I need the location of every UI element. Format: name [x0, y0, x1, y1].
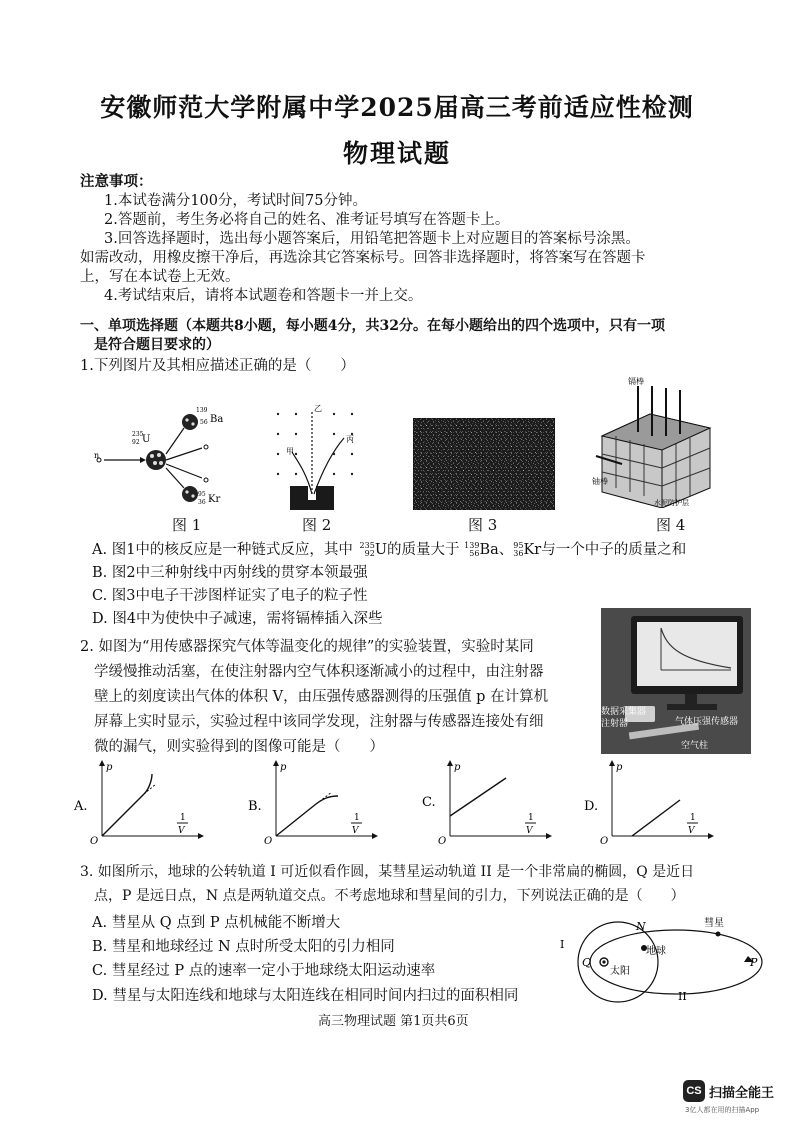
fig3-caption: 图 3: [468, 516, 498, 534]
q3-option-a: A. 彗星从 Q 点到 P 点机械能不断增大: [92, 915, 341, 931]
svg-text:A.: A.: [74, 799, 88, 814]
svg-text:铀棒: 铀棒: [592, 477, 608, 486]
svg-text:n: n: [94, 451, 100, 460]
svg-text:p: p: [616, 762, 623, 773]
q2-graph-b: [248, 760, 378, 844]
section-heading: 一、单项选择题（本题共8小题，每小题4分，共32分。在每小题给出的四个选项中，只有一项: [80, 318, 665, 334]
q1-option-c: C. 图3中电子干涉图样证实了电子的粒子性: [92, 588, 368, 604]
section-heading-cont: 是符合题目要求的）: [94, 337, 220, 353]
q1-stem: 1.下列图片及其相应描述正确的是（ ）: [80, 358, 355, 374]
svg-text:p: p: [106, 762, 113, 773]
svg-text:1: 1: [180, 813, 186, 823]
svg-text:p: p: [280, 762, 287, 773]
q2-graph-a: [74, 760, 204, 844]
fig3-interference-pattern: [413, 418, 555, 510]
svg-text:数据采集器: 数据采集器: [601, 707, 647, 717]
svg-text:235: 235: [132, 431, 144, 438]
q1-option-a: A. 图1中的核反应是一种链式反应，其中 235 92 U的质量大于 139 56 Ba、 95 36 Kr与一个中子的质量之和: [92, 541, 687, 558]
fig2-caption: 图 2: [302, 516, 332, 534]
notice-line: 3.回答选择题时，选出每小题答案后，用铅笔把答题卡上对应题目的答案标号涂黑。: [104, 231, 640, 247]
svg-text:V: V: [688, 826, 695, 836]
scanner-tagline: 3亿人都在用的扫描App: [685, 1106, 760, 1114]
exam-title: 安徽师范大学附属中学2025届高三考前适应性检测: [100, 93, 694, 122]
svg-text:彗星: 彗星: [704, 918, 724, 929]
q3-stem-line: 点，P 是远日点，N 点是两轨道交点。不考虑地球和彗星间的引力，下列说法正确的是（ ）: [94, 888, 685, 904]
svg-text:D.: D.: [584, 799, 599, 814]
notice-line: 上，写在本试卷上无效。: [80, 269, 240, 285]
svg-text:1: 1: [690, 813, 696, 823]
svg-text:92: 92: [132, 439, 140, 446]
svg-text:1: 1: [528, 813, 534, 823]
q2-stem-line: 学缓慢推动活塞，在使注射器内空气体积逐渐减小的过程中，由注射器: [94, 664, 544, 680]
fig4-reactor-diagram: [592, 376, 722, 508]
q2-stem-line: 屏幕上实时显示，实验过程中该同学发现，注射器与传感器连接处有细: [94, 714, 544, 730]
svg-text:O: O: [438, 836, 447, 844]
svg-text:B.: B.: [248, 799, 262, 814]
q2-stem-line: 壁上的刻度读出气体的体积 V，由压强传感器测得的压强值 p 在计算机: [94, 689, 549, 705]
fig1-caption: 图 1: [172, 516, 202, 534]
q3-stem-line: 3. 如图所示，地球的公转轨道 I 可近似看作圆，某彗星运动轨道 II 是一个非常扁的椭圆，Q 是近日: [80, 864, 695, 880]
exam-subtitle: 物理试题: [342, 139, 451, 168]
q2-stem-line: 2. 如图为“用传感器探究气体等温变化的规律”的实验装置，实验时某同: [80, 639, 534, 655]
svg-text:V: V: [526, 826, 533, 836]
svg-text:Q: Q: [582, 956, 592, 969]
scanner-watermark: [683, 1078, 793, 1118]
notice-line: 2.答题前，考生务必将自己的姓名、准考证号填写在答题卡上。: [104, 212, 510, 228]
svg-text:O: O: [90, 836, 99, 844]
q2-graph-d: [584, 760, 714, 844]
fig2-radiation-diagram: [270, 402, 362, 512]
notice-line: 1.本试卷满分100分，考试时间75分钟。: [104, 193, 367, 209]
q2-stem-line: 微的漏气，则实验得到的图像可能是（ ）: [94, 739, 384, 755]
svg-text:II: II: [678, 990, 687, 1003]
svg-text:V: V: [352, 826, 359, 836]
q3-option-b: B. 彗星和地球经过 N 点时所受太阳的引力相同: [92, 939, 395, 955]
q2-graph-c: [422, 760, 552, 844]
svg-text:乙: 乙: [314, 404, 322, 413]
svg-text:p: p: [454, 762, 461, 773]
svg-text:甲: 甲: [286, 447, 294, 456]
svg-text:O: O: [264, 836, 273, 844]
svg-text:1: 1: [354, 813, 360, 823]
q2-apparatus-photo: [601, 608, 751, 754]
svg-text:地球: 地球: [646, 946, 666, 957]
q1-option-d: D. 图4中为使快中子减速，需将镉棒插入深些: [92, 611, 383, 627]
svg-text:镉棒: 镉棒: [628, 377, 644, 386]
q3-option-d: D. 彗星与太阳连线和地球与太阳连线在相同时间内扫过的面积相同: [92, 988, 519, 1004]
svg-text:气体压强传感器: 气体压强传感器: [675, 717, 739, 727]
notice-line: 4.考试结束后，请将本试题卷和答题卡一并上交。: [104, 288, 423, 304]
scanner-app-name: 扫描全能王: [709, 1086, 775, 1101]
page-footer: 高三物理试题 第1页共6页: [318, 1014, 469, 1029]
fig4-caption: 图 4: [656, 516, 686, 534]
svg-text:36: 36: [198, 499, 206, 506]
svg-text:C.: C.: [422, 795, 436, 810]
q3-orbit-diagram: [558, 916, 770, 1004]
q3-option-c: C. 彗星经过 P 点的速率一定小于地球绕太阳运动速率: [92, 963, 436, 979]
svg-text:空气柱: 空气柱: [681, 741, 709, 751]
svg-text:N: N: [636, 920, 646, 933]
svg-text:V: V: [178, 826, 185, 836]
svg-text:I: I: [560, 938, 565, 951]
fig1-fission-diagram: [92, 400, 242, 510]
svg-text:太阳: 太阳: [610, 966, 630, 977]
svg-text:O: O: [600, 836, 609, 844]
svg-text:注射器: 注射器: [601, 719, 629, 729]
svg-text:P: P: [750, 956, 758, 969]
svg-text:56: 56: [200, 419, 208, 426]
svg-text:水泥防护层: 水泥防护层: [654, 499, 689, 507]
svg-text:U: U: [142, 434, 151, 445]
svg-text:139: 139: [196, 407, 208, 414]
svg-text:95: 95: [198, 491, 206, 498]
svg-text:Ba: Ba: [210, 414, 224, 425]
notice-heading: 注意事项：: [80, 173, 153, 190]
svg-text:Kr: Kr: [208, 494, 221, 505]
notice-line: 如需改动，用橡皮擦干净后，再选涂其它答案标号。回答非选择题时，将答案写在答题卡: [80, 250, 646, 266]
scanner-logo-icon: CS: [683, 1080, 705, 1102]
q1-option-b: B. 图2中三种射线中丙射线的贯穿本领最强: [92, 565, 368, 581]
svg-text:丙: 丙: [346, 435, 354, 444]
